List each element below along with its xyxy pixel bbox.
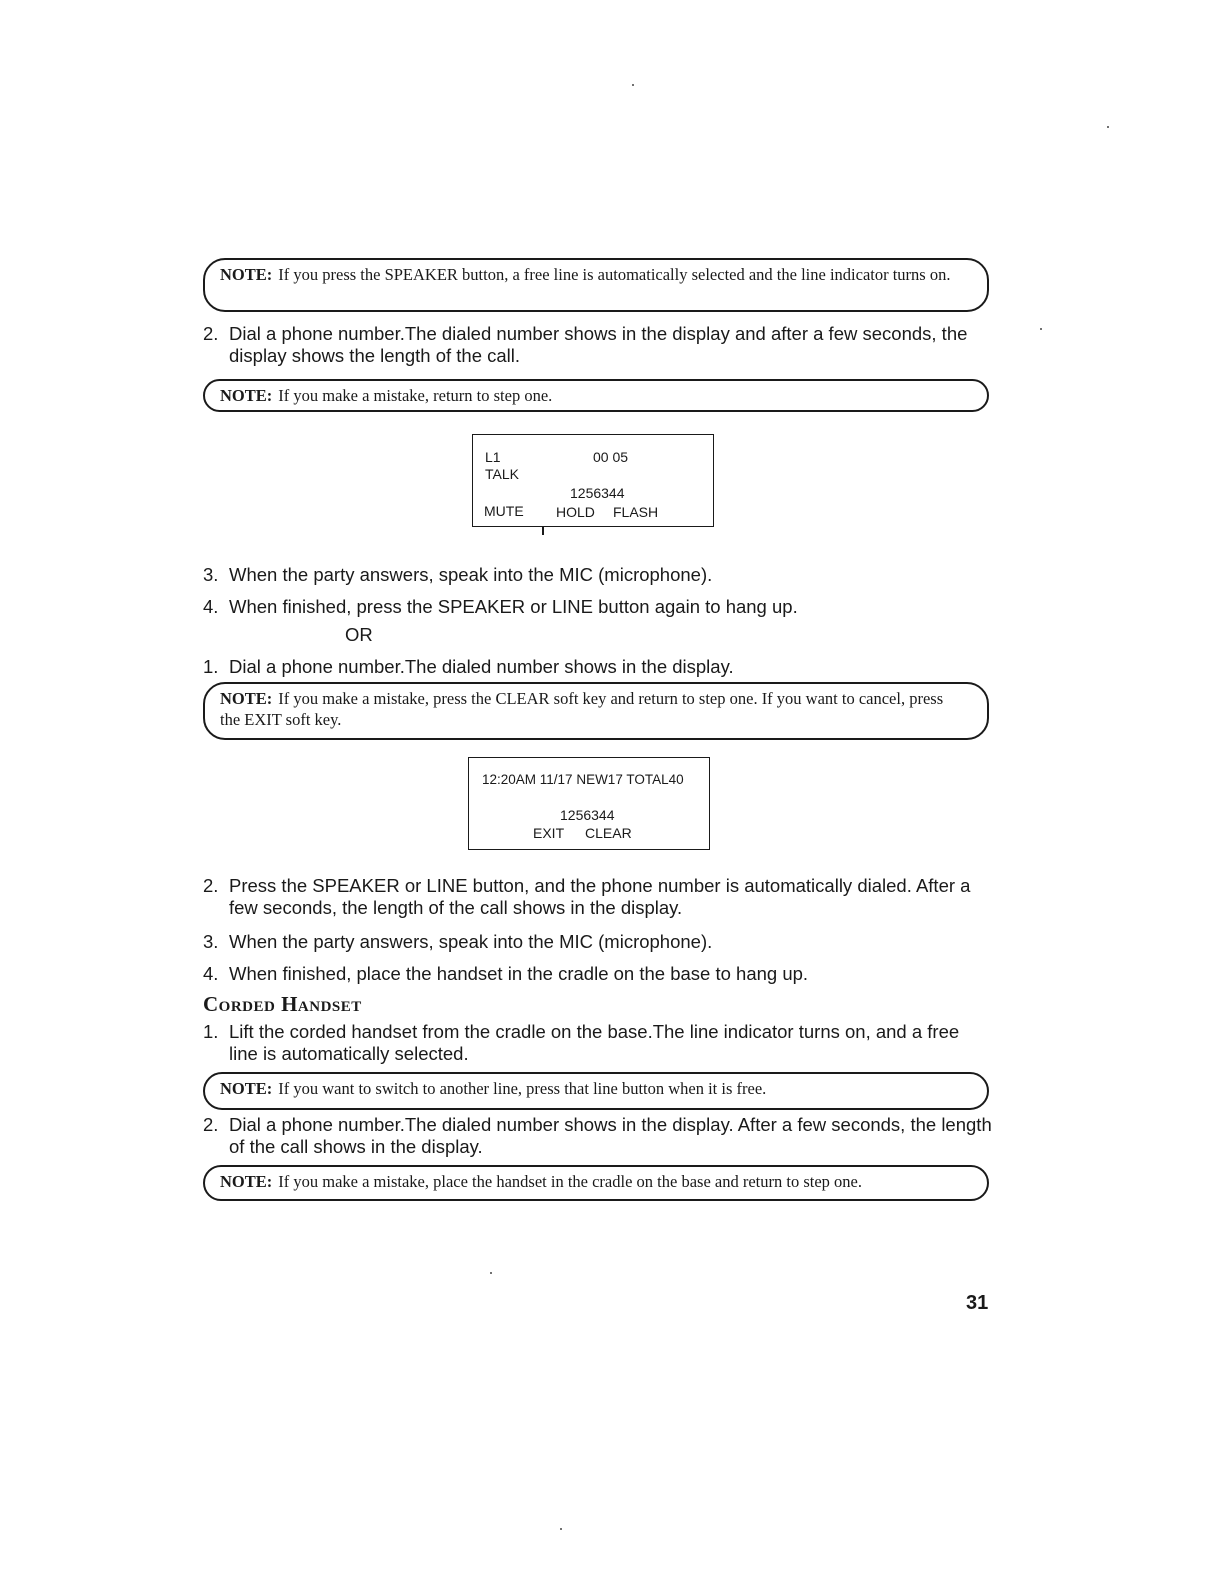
- step-number: 2.: [203, 875, 219, 896]
- note-text: If you make a mistake, press the CLEAR soft key and return to step one. If you want to cancel, press the EXIT soft key.: [220, 689, 944, 729]
- step-2-dial: [203, 323, 993, 367]
- scan-speck: [632, 84, 634, 86]
- scan-speck: [560, 1528, 562, 1530]
- note-clear-exit: [203, 682, 989, 740]
- display-timer: 00 05: [593, 449, 629, 465]
- soft-key-hold: HOLD: [556, 504, 595, 520]
- step-3-speak: [203, 931, 993, 953]
- note-label: NOTE:: [220, 265, 273, 284]
- note-text: If you make a mistake, place the handset in the cradle on the base and return to step one.: [278, 1172, 862, 1191]
- step-text: When the party answers, speak into the MIC (microphone).: [229, 564, 713, 585]
- step-number: 4.: [203, 596, 219, 617]
- or-separator: OR: [345, 624, 373, 645]
- scan-speck: [1040, 328, 1042, 330]
- step-number: 3.: [203, 931, 219, 952]
- soft-key-clear: CLEAR: [585, 825, 632, 841]
- step-number: 1.: [203, 1021, 219, 1042]
- soft-key-mute: MUTE: [484, 503, 524, 519]
- note-handset-cradle: [203, 1165, 989, 1201]
- soft-key-exit: EXIT: [533, 825, 565, 841]
- display-number: 1256344: [570, 485, 625, 501]
- phone-display-predial: [468, 757, 710, 850]
- step-text: When finished, press the SPEAKER or LINE button again to hang up.: [229, 596, 798, 617]
- step-text: Dial a phone number.The dialed number shows in the display.: [229, 656, 734, 677]
- display-header: 12:20AM 11/17 NEW17 TOTAL40: [482, 772, 684, 787]
- display-line: L1: [485, 449, 501, 465]
- step-text: When finished, place the handset in the cradle on the base to hang up.: [229, 963, 809, 984]
- note-text: If you want to switch to another line, press that line button when it is free.: [278, 1079, 767, 1098]
- note-text: If you make a mistake, return to step one.: [278, 386, 553, 405]
- display-status: TALK: [485, 466, 519, 482]
- step-text: Lift the corded handset from the cradle on the base.The line indicator turns on, and a free line is automatically selected.: [229, 1021, 960, 1064]
- page-number: 31: [966, 1292, 989, 1314]
- display-cursor-mark: [542, 526, 544, 535]
- step-text: Dial a phone number.The dialed number shows in the display and after a few seconds, the display shows the length of the call.: [229, 323, 968, 366]
- step-text: When the party answers, speak into the MIC (microphone).: [229, 931, 713, 952]
- step-number: 3.: [203, 564, 219, 585]
- step-text: Dial a phone number.The dialed number shows in the display. After a few seconds, the length of the call shows in the display.: [229, 1114, 992, 1157]
- step-number: 1.: [203, 656, 219, 677]
- step-1-dial: [203, 656, 993, 678]
- scan-speck: [1107, 126, 1109, 128]
- step-1-lift-handset: [203, 1021, 993, 1065]
- note-label: NOTE:: [220, 1079, 273, 1098]
- step-2-press-speaker: [203, 875, 993, 919]
- display-number: 1256344: [560, 807, 615, 823]
- step-number: 4.: [203, 963, 219, 984]
- step-number: 2.: [203, 1114, 219, 1135]
- step-3-speak: [203, 564, 993, 586]
- scan-speck: [490, 1272, 492, 1274]
- step-4-hang-up: [203, 963, 993, 985]
- note-label: NOTE:: [220, 689, 273, 708]
- note-speaker: [203, 258, 989, 312]
- step-text: Press the SPEAKER or LINE button, and the phone number is automatically dialed. After a few seconds, the length of the call shows in the display.: [229, 875, 971, 918]
- step-2-dial: [203, 1114, 993, 1158]
- step-4-hang-up: [203, 596, 993, 618]
- step-number: 2.: [203, 323, 219, 344]
- section-heading-corded-handset: Corded Handset: [203, 992, 362, 1016]
- note-label: NOTE:: [220, 1172, 273, 1191]
- soft-key-flash: FLASH: [613, 504, 659, 520]
- note-mistake: [203, 379, 989, 412]
- note-switch-line: [203, 1072, 989, 1110]
- phone-display-talk: [472, 434, 714, 527]
- note-label: NOTE:: [220, 386, 273, 405]
- note-text: If you press the SPEAKER button, a free line is automatically selected and the line indicator turns on.: [278, 265, 951, 284]
